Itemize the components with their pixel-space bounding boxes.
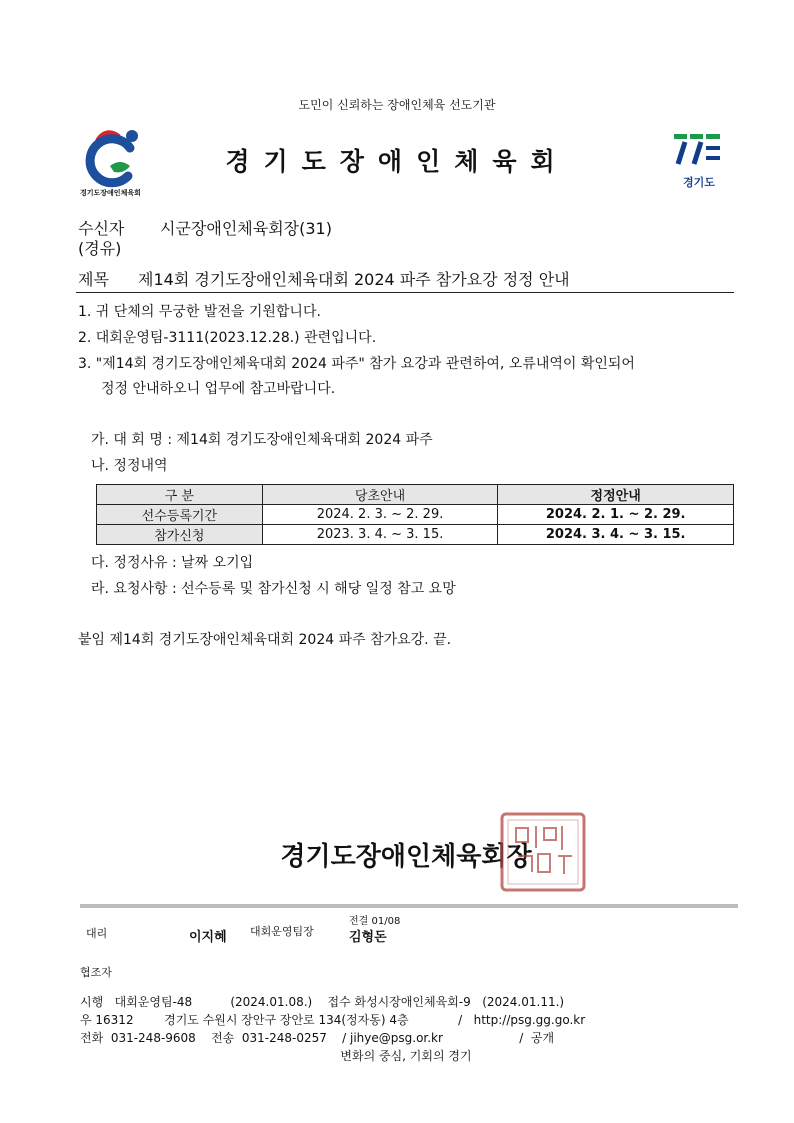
subject-value: 제14회 경기도장애인체육대회 2024 파주 참가요강 정정 안내 xyxy=(138,270,570,289)
table-header: 정정안내 xyxy=(498,485,734,505)
table-cell-original: 2024. 2. 3. ~ 2. 29. xyxy=(262,505,498,525)
body-line-3b: 정정 안내하오니 업무에 참고바랍니다. xyxy=(101,381,336,397)
table-cell-corrected: 2024. 2. 1. ~ 2. 29. xyxy=(498,505,734,525)
recipient-label: 수신자 xyxy=(78,219,125,238)
item-correction-details: 나. 정정내역 xyxy=(91,458,168,474)
table-header: 당초안내 xyxy=(262,485,498,505)
table-cell-original: 2023. 3. 4. ~ 3. 15. xyxy=(262,525,498,545)
approver-name: 김형돈 xyxy=(349,930,387,945)
drafter-name: 이지혜 xyxy=(189,930,227,945)
approver-note: 전결 01/08 xyxy=(349,916,401,927)
motto: 변화의 중심, 기회의 경기 xyxy=(340,1049,472,1063)
contact-line: 전화 031-248-9608 전송 031-248-0257 / jihye@psg.or.kr / 공개 xyxy=(80,1031,555,1045)
subject-label: 제목 xyxy=(78,270,109,289)
gyeonggi-logo-icon xyxy=(674,134,720,170)
association-logo-caption: 경기도장애인체육회 xyxy=(80,189,141,197)
table-cell-label: 선수등록기간 xyxy=(97,505,263,525)
reviewer-role: 대회운영팀장 xyxy=(250,925,314,938)
gyeonggi-logo-caption: 경기도 xyxy=(683,176,715,189)
table-cell-corrected: 2024. 3. 4. ~ 3. 15. xyxy=(498,525,734,545)
recipient-value: 시군장애인체육회장(31) xyxy=(160,219,332,238)
item-request: 라. 요청사항 : 선수등록 및 참가신청 시 해당 일정 참고 요망 xyxy=(91,581,456,597)
body-line-1: 1. 귀 단체의 무궁한 발전을 기원합니다. xyxy=(78,304,321,320)
footer-divider xyxy=(80,904,738,908)
body-line-2: 2. 대회운영팀-3111(2023.12.28.) 관련입니다. xyxy=(78,330,377,346)
address-line: 우 16312 경기도 수원시 장안구 장안로 134(정자동) 4층 / http://psg.gg.go.kr xyxy=(80,1013,586,1027)
table-header: 구 분 xyxy=(97,485,263,505)
org-title: 경기도장애인체육회 xyxy=(225,147,569,176)
subject-divider xyxy=(76,292,734,293)
official-seal-icon xyxy=(500,812,586,892)
cooperator-label: 협조자 xyxy=(80,966,112,979)
enforcement-line: 시행 대회운영팀-48 (2024.01.08.) 접수 화성시장애인체육회-9 (2024.01.11.) xyxy=(80,995,565,1009)
table-header-row xyxy=(97,485,734,505)
signature-title: 경기도장애인체육회장 xyxy=(280,842,532,872)
body-line-3a: 3. "제14회 경기도장애인체육대회 2024 파주" 참가 요강과 관련하여, 오류내역이 확인되어 xyxy=(78,356,635,372)
slogan: 도민이 신뢰하는 장애인체육 선도기관 xyxy=(298,98,496,112)
drafter-role: 대리 xyxy=(86,927,108,940)
item-event-name: 가. 대 회 명 : 제14회 경기도장애인체육대회 2024 파주 xyxy=(91,432,433,448)
via-label: (경유) xyxy=(78,239,122,258)
correction-table xyxy=(96,484,734,545)
table-cell-label: 참가신청 xyxy=(97,525,263,545)
attachment-line: 붙임 제14회 경기도장애인체육대회 2024 파주 참가요강. 끝. xyxy=(78,632,452,648)
table-row xyxy=(97,505,734,525)
item-correction-reason: 다. 정정사유 : 날짜 오기입 xyxy=(91,555,254,571)
table-row xyxy=(97,525,734,545)
